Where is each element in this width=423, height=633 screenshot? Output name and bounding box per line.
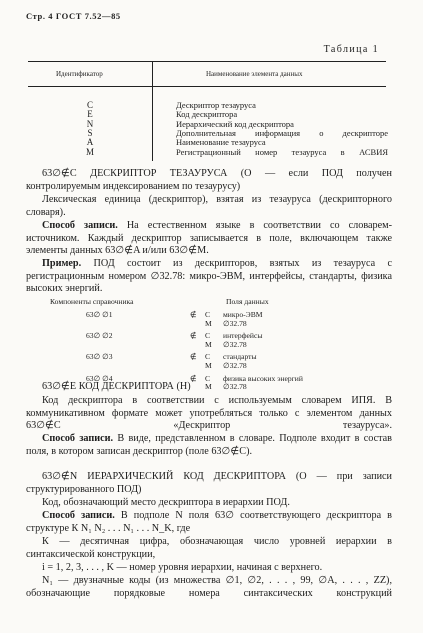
example-field-code: C [205, 373, 211, 383]
example-directory-ref: 63∅ ∅2 [86, 331, 113, 341]
example-field-code: C [205, 331, 211, 341]
example-field-val: микро-ЭВМ [223, 310, 263, 319]
label-recording-method: Способ записи. [42, 220, 118, 231]
example-directory-ref: 63∅ ∅1 [86, 310, 113, 319]
example-header-directory: Компоненты справочника [50, 297, 134, 306]
example-field-val: стандарты [223, 352, 257, 362]
paragraph-text: На естественном языке в соответствии со словарем-источником. Каждый дескриптор записывается в поле, включающем также элементы данных 63∅∉A и/или 63∅∉M. [26, 220, 393, 257]
table-element-name: Дескриптор тезауруса [176, 100, 256, 110]
example-field-mark: ∉ [190, 352, 197, 362]
paragraph-i-definition: i = 1, 2, 3, . . . , K — номер уровня иерархии, начиная с верхнего. [42, 562, 323, 573]
example-field-val: интерфейсы [223, 331, 263, 341]
paragraph-n-definition: N₁ — двузначные коды (из множества ∅1, ∅2, . . . , 99, ∅A, . . . , ZZ), обозначающие порядковые номера синтаксических конструкций [26, 575, 392, 599]
section-heading-descriptor: 63∅∉C ДЕСКРИПТОР ТЕЗАУРУСА (О — если ПОД получен контролируемым индексированием по тезаурусу) [26, 168, 392, 192]
example-field-val: ∅32.78 [223, 361, 247, 371]
page-header: Стр. 4 ГОСТ 7.52—85 [26, 11, 121, 21]
label-example: Пример. [42, 258, 82, 269]
section-heading-descriptor-code: 63∅∉E КОД ДЕСКРИПТОРА (Н) [42, 381, 191, 392]
paragraph-code-definition: Код дескриптора в соответствии с используемым словарем ИПЯ. В коммуникативном формате может употребляться только с элементом данных 63∅∉C «Дескриптор тезауруса». [26, 395, 392, 432]
example-field-val: физика высоких энергий [223, 373, 303, 383]
example-field-code: M [205, 318, 212, 328]
table-element-name: Дополнительная информация о дескрипторе [176, 127, 388, 138]
table-column-divider [152, 61, 153, 161]
example-directory-ref: 63∅ ∅4 [86, 373, 113, 383]
label-recording-method: Способ записи. [42, 510, 115, 521]
label-recording-method: Способ записи. [42, 433, 114, 444]
paragraph-example [26, 258, 392, 296]
paragraph-recording-method [26, 220, 392, 258]
paragraph-code-recording-method [26, 433, 392, 458]
table-element-name: Регистрационный номер тезауруса в АСВИЯ [176, 146, 388, 157]
section-heading-hierarchical-code: 63∅∉N ИЕРАРХИЧЕСКИЙ КОД ДЕСКРИПТОРА (О — при записи структурированного ПОД) [26, 471, 392, 495]
table-code: S [87, 127, 93, 138]
paragraph-k-definition: К — десятичная цифра, обозначающая число уровней иерархии в синтаксической конструкции, [26, 536, 392, 560]
table-caption: Таблица 1 [323, 44, 379, 55]
example-field-code: M [205, 361, 212, 371]
table-top-rule [28, 61, 386, 62]
example-field-val: ∅32.78 [223, 340, 247, 349]
example-field-code: C [205, 310, 211, 319]
example-field-mark: ∉ [190, 373, 197, 383]
example-directory-ref: 63∅ ∅3 [86, 352, 113, 362]
table-element-name: Код дескриптора [176, 109, 238, 120]
example-field-val: ∅32.78 [223, 382, 247, 392]
table-code: M [85, 146, 94, 157]
table-code: A [86, 137, 94, 148]
example-field-code: M [205, 340, 212, 349]
example-field-val: ∅32.78 [223, 318, 247, 328]
example-field-mark: ∉ [190, 331, 197, 341]
table-element-name: Иерархический код дескриптора [176, 118, 294, 129]
table-code: C [86, 100, 93, 110]
example-field-mark: ∉ [190, 310, 197, 319]
table-header-rule [28, 86, 386, 87]
table-code: E [87, 109, 93, 120]
paragraph-text: В подполе N поля 63∅ соответствующего дескриптора в структуре К N₁ N₂ . . . N₁ . . . N_K, где [26, 510, 392, 534]
paragraph-text: ПОД состоит из дескрипторов, взятых из тезауруса с регистрационным номером ∅32.78: микро-ЭВМ, интерфейсы, стандарты, физика высоких энергий. [26, 258, 392, 295]
paragraph-hierarchy-recording-method [26, 510, 392, 535]
paragraph-definition: Лексическая единица (дескриптор), взятая из тезауруса (дескрипторного словаря). [26, 194, 392, 218]
example-field-code: C [205, 352, 211, 362]
table-element-name: Наименование тезауруса [176, 137, 266, 148]
table-code: N [86, 118, 94, 129]
paragraph-hierarchy-definition: Код, обозначающий место дескриптора в иерархии ПОД. [42, 497, 290, 508]
example-header-fields: Поля данных [226, 297, 269, 306]
table-header-identifier: Идентификатор [56, 70, 103, 78]
table-header-name: Наименование элемента данных [206, 70, 303, 78]
paragraph-text: В виде, представленном в словаре. Подполе входит в состав поля, в котором записан дескриптор (поле 63∅∉C). [26, 433, 392, 457]
example-field-code: M [205, 382, 212, 392]
